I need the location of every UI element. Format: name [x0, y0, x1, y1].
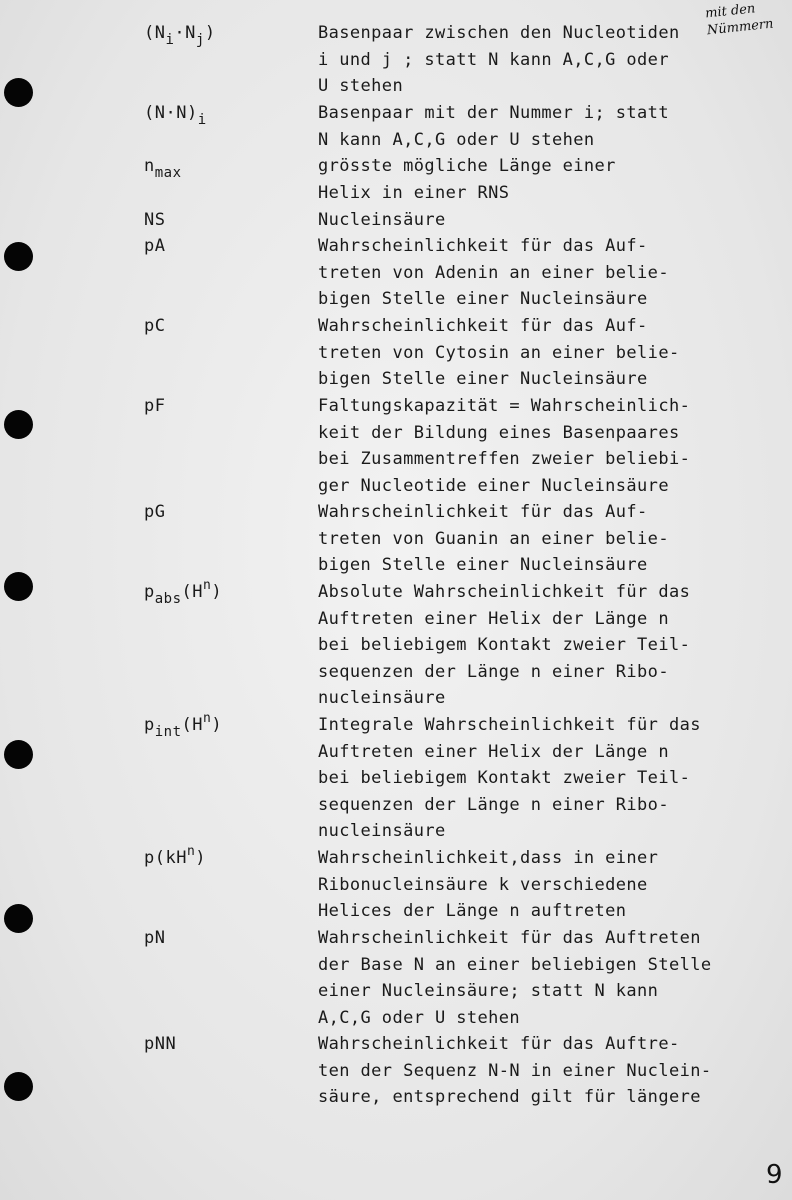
symbol-part: (N·N) [144, 103, 198, 123]
glossary-definition [318, 499, 778, 579]
definition-line: säure, entsprechend gilt für längere [318, 1087, 701, 1107]
symbol-part: p(kH [144, 848, 187, 868]
definition-line: Wahrscheinlichkeit,dass in einer [318, 848, 659, 868]
symbol-part: abs [154, 591, 182, 607]
glossary-symbol [144, 499, 165, 526]
definition-line: bigen Stelle einer Nucleinsäure [318, 289, 648, 309]
definition-line: Nucleinsäure [318, 210, 446, 230]
punch-hole [4, 904, 33, 933]
symbol-part: (H [181, 582, 204, 602]
definition-line: der Base N an einer beliebigen Stelle [318, 954, 712, 975]
glossary-definition [318, 845, 778, 925]
symbol-part: (H [181, 715, 204, 735]
page-number: 9 [766, 1160, 783, 1190]
definition-line: Helices der Länge n auftreten [318, 901, 627, 921]
symbol-part: p [144, 715, 155, 735]
glossary-symbol [144, 313, 165, 340]
definition-line: sequenzen der Länge n einer Ribo- [318, 794, 669, 815]
definition-line: Ribonucleinsäure k verschiedene [318, 874, 648, 895]
glossary-symbol [144, 579, 222, 606]
definition-line: Absolute Wahrscheinlichkeit für das [318, 582, 691, 602]
glossary-definition [318, 393, 778, 499]
punch-hole [4, 78, 33, 107]
definition-line: ten der Sequenz N-N in einer Nuclein- [318, 1060, 712, 1081]
glossary-symbol [144, 20, 216, 47]
definition-line: grösste mögliche Länge einer [318, 156, 616, 176]
glossary-symbol [144, 207, 165, 234]
definition-line: U stehen [318, 76, 404, 96]
symbol-part: ) [211, 715, 223, 735]
definition-line: Auftreten einer Helix der Länge n [318, 608, 669, 629]
definition-line: bei beliebigem Kontakt zweier Teil- [318, 635, 691, 655]
symbol-part: ·N [174, 23, 196, 43]
symbol-part: pC [144, 316, 166, 336]
definition-line: Wahrscheinlichkeit für das Auf- [318, 236, 648, 256]
definition-line: Wahrscheinlichkeit für das Auftre- [318, 1034, 680, 1054]
glossary-definition [318, 1031, 778, 1111]
definition-line: A,C,G oder U stehen [318, 1007, 521, 1028]
symbol-part: ) [195, 848, 207, 868]
definition-line: keit der Bildung eines Basenpaares [318, 422, 680, 443]
definition-line: bigen Stelle einer Nucleinsäure [318, 369, 648, 389]
symbol-part: i [165, 32, 175, 48]
margin-note-line: Nümmern [706, 16, 775, 39]
symbol-part: n [203, 578, 212, 593]
definition-line: bigen Stelle einer Nucleinsäure [318, 555, 648, 575]
glossary-definition [318, 153, 778, 206]
definition-line: bei Zusammentreffen zweier beliebi- [318, 449, 691, 469]
punch-hole [4, 740, 33, 769]
punch-hole [4, 1072, 33, 1101]
symbol-part: max [154, 165, 182, 181]
definition-line: Wahrscheinlichkeit für das Auf- [318, 502, 648, 522]
symbol-part: n [186, 844, 196, 859]
definition-line: bei beliebigem Kontakt zweier Teil- [318, 768, 691, 788]
glossary-symbol [144, 845, 206, 872]
symbol-part: NS [144, 210, 166, 230]
definition-line: treten von Adenin an einer belie- [318, 262, 669, 283]
definition-line: Helix in einer RNS [318, 182, 510, 203]
definition-line: ger Nucleotide einer Nucleinsäure [318, 475, 669, 496]
glossary-symbol [144, 233, 165, 260]
glossary-symbol [144, 393, 165, 420]
symbol-part: int [154, 724, 182, 740]
definition-line: sequenzen der Länge n einer Ribo- [318, 661, 669, 682]
glossary-definition [318, 712, 778, 845]
definition-line: Integrale Wahrscheinlichkeit für das [318, 715, 701, 735]
symbol-part: i [197, 112, 207, 128]
definition-line: einer Nucleinsäure; statt N kann [318, 981, 659, 1001]
definition-line: Basenpaar mit der Nummer i; statt [318, 103, 669, 123]
symbol-part: (N [144, 23, 166, 43]
symbol-part: pA [144, 236, 166, 256]
punch-hole [4, 242, 33, 271]
definition-line: treten von Guanin an einer belie- [318, 528, 669, 549]
definition-line: Basenpaar zwischen den Nucleotiden [318, 23, 680, 43]
symbol-part: pN [144, 928, 166, 948]
glossary-symbol [144, 153, 182, 180]
symbol-part: n [203, 711, 212, 726]
symbol-part: pNN [144, 1034, 177, 1054]
glossary-definition [318, 579, 778, 712]
glossary-definition [318, 313, 778, 393]
glossary-definition [318, 925, 778, 1031]
glossary-definition [318, 20, 778, 100]
symbol-part: ) [211, 582, 223, 602]
symbol-part: j [195, 32, 205, 48]
definition-line: treten von Cytosin an einer belie- [318, 342, 680, 363]
glossary-symbol [144, 712, 222, 739]
definition-line: Auftreten einer Helix der Länge n [318, 741, 669, 762]
definition-line: nucleinsäure [318, 688, 446, 708]
definition-line: N kann A,C,G oder U stehen [318, 129, 595, 150]
punch-hole [4, 410, 33, 439]
definition-line: Wahrscheinlichkeit für das Auftreten [318, 928, 701, 948]
definition-line: Faltungskapazität = Wahrscheinlich- [318, 396, 691, 416]
glossary-symbol [144, 100, 207, 127]
glossary-definition [318, 100, 778, 153]
symbol-part: pF [144, 396, 166, 416]
definition-line: nucleinsäure [318, 821, 446, 841]
symbol-part: ) [204, 23, 216, 43]
glossary-definition [318, 207, 778, 234]
punch-hole [4, 572, 33, 601]
definition-line: i und j ; statt N kann A,C,G oder [318, 49, 669, 70]
glossary-symbol [144, 925, 165, 952]
glossary-symbol [144, 1031, 176, 1058]
symbol-part: p [144, 582, 155, 602]
glossary-definition [318, 233, 778, 313]
margin-note-line: mit den [704, 1, 757, 22]
symbol-part: pG [144, 502, 166, 522]
symbol-part: n [144, 156, 155, 176]
definition-line: Wahrscheinlichkeit für das Auf- [318, 316, 648, 336]
